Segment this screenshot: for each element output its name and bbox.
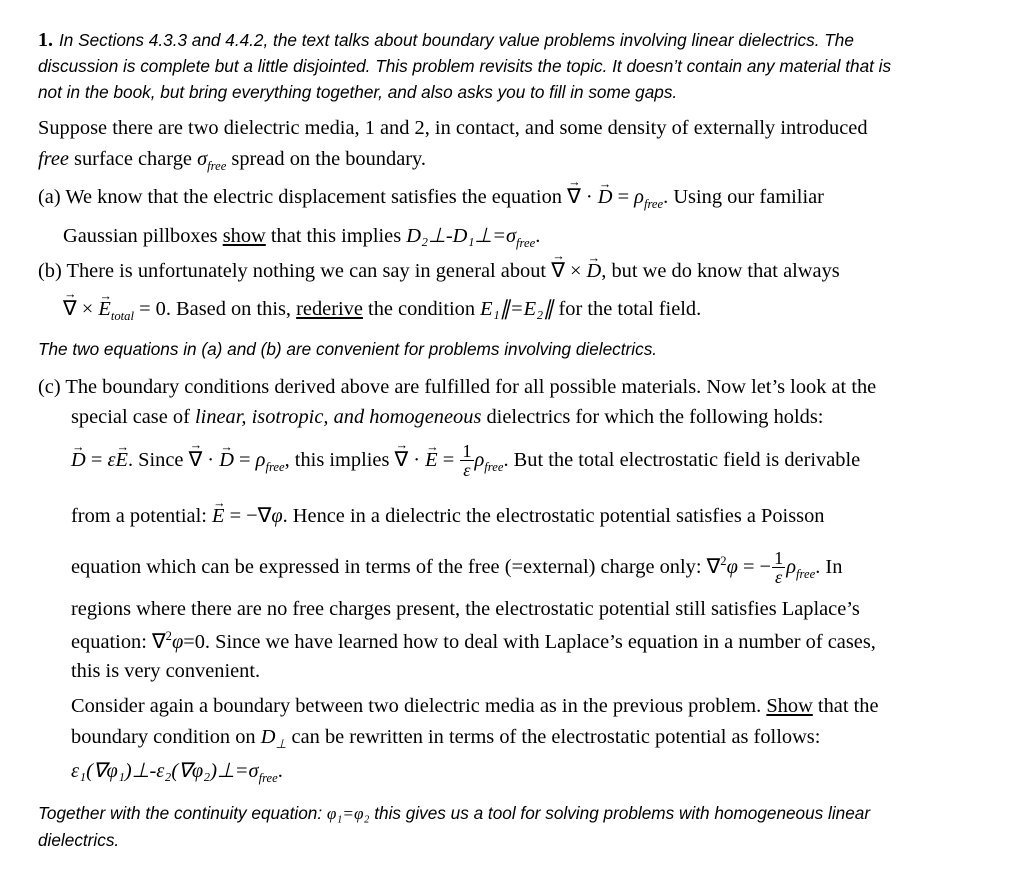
part-b-line-2: → ∇ × → $E_{total} = 0$. Based on this, rederive the condition E₁∥=E₂∥ for the total field. <box>63 296 701 321</box>
setup-line-1: Suppose there are two dielectric media, 1 and 2, in contact, and some density of externally introduced <box>38 117 868 139</box>
problem-number: 1. <box>38 29 53 51</box>
divergence-e-equation: → ∇ · → E = $\frac{1}{\varepsilon}$ $\rho_{free}$ <box>395 449 504 471</box>
part-c-line-9: Consider again a boundary between two dielectric media as in the previous problem. Show that the <box>71 695 879 717</box>
part-c-line-4: from a potential: → E = −∇φ. Hence in a dielectric the electrostatic potential satisfies a Poisson <box>71 503 824 528</box>
show-link-a: show <box>222 225 266 247</box>
note-line-1: The two equations in (a) and (b) are convenient for problems involving dielectrics. <box>38 339 658 359</box>
curl-d-expression: → ∇ × → D <box>551 260 601 282</box>
show-link-c: Show <box>766 695 813 717</box>
part-c-line-1: (c) The boundary conditions derived above are fulfilled for all possible materials. Now let’s look at the <box>38 376 877 398</box>
part-c-line-8: this is very convenient. <box>71 660 261 682</box>
part-b-line-1: (b) There is unfortunately nothing we can say in general about → ∇ × → D, but we do know that always <box>38 258 840 283</box>
potential-equation: → E = −∇φ <box>212 505 283 527</box>
note-line-3: dielectrics. <box>38 830 120 850</box>
note-line-2: Together with the continuity equation: φ₁=φ₂ this gives us a tool for solving problems with homogeneous linear <box>38 803 871 823</box>
part-a-line-2: Gaussian pillboxes show that this implies $D_2\perp-D_1\perp=\sigma_{free}$. <box>63 225 541 251</box>
d-perp-symbol: $D_\perp$ <box>260 726 287 752</box>
intro-line-3: not in the book, but bring everything together, and also asks you to fill in some gaps. <box>38 82 678 102</box>
intro-line-1: 1. In Sections 4.3.3 and 4.4.2, the text talks about boundary value problems involving linear dielectrics. The <box>38 29 854 51</box>
part-c-line-2: special case of linear, isotropic, and homogeneous dielectrics for which the following holds: <box>71 406 824 428</box>
part-c-line-5: equation which can be expressed in terms of the free (=external) charge only: ∇$^2$φ = − $\frac{1}{\varepsilon}$ $\rho_{free}$. In <box>71 548 843 588</box>
part-c-line-6: regions where there are no free charges present, the electrostatic potential still satisfies Laplace’s <box>71 598 860 620</box>
part-c-line-11: $\varepsilon_1(\nabla\varphi_1)\perp-\varepsilon_2(\nabla\varphi_2)\perp=\sigma_{free}$. <box>71 760 283 786</box>
constitutive-equation: → D = ε→ E <box>71 449 128 471</box>
part-c-line-3: → D = ε→ E. Since → ∇ · → $D = \rho_{free}$, this implies → ∇ · → E = $\frac{1}{\varepsilon}$ $\rho_{free}$. But the total electrostatic field is derivable <box>71 442 860 481</box>
intro-line-2: discussion is complete but a little disjointed. This problem revisits the topic. It doesn’t contain any material that is <box>38 56 892 76</box>
gauss-law-equation: → ∇ · → $D = \rho_{free}$ <box>567 186 663 208</box>
curl-e-equation: → ∇ × → $E_{total} = 0$ <box>63 298 166 320</box>
setup-line-2: free surface charge $\sigma_{free}$ spread on the boundary. <box>38 148 427 174</box>
rederive-link: rederive <box>296 298 363 320</box>
part-c-line-10: boundary condition on $D_\perp$ can be rewritten in terms of the electrostatic potential as follows: <box>71 726 821 752</box>
part-c-line-7: equation: ∇$^2$φ=0. Since we have learned how to deal with Laplace’s equation in a number of cases, <box>71 629 876 653</box>
poisson-equation: ∇$^2$φ = − $\frac{1}{\varepsilon}$ $\rho_{free}$ <box>706 548 816 588</box>
gauss-law-equation-c: → ∇ · → $D = \rho_{free}$ <box>189 449 285 471</box>
laplace-equation: ∇$^2$φ=0 <box>151 629 205 653</box>
part-a-line-1: (a) We know that the electric displacement satisfies the equation → ∇ · → $D = \rho_{free}$. Using our familiar <box>38 184 824 209</box>
